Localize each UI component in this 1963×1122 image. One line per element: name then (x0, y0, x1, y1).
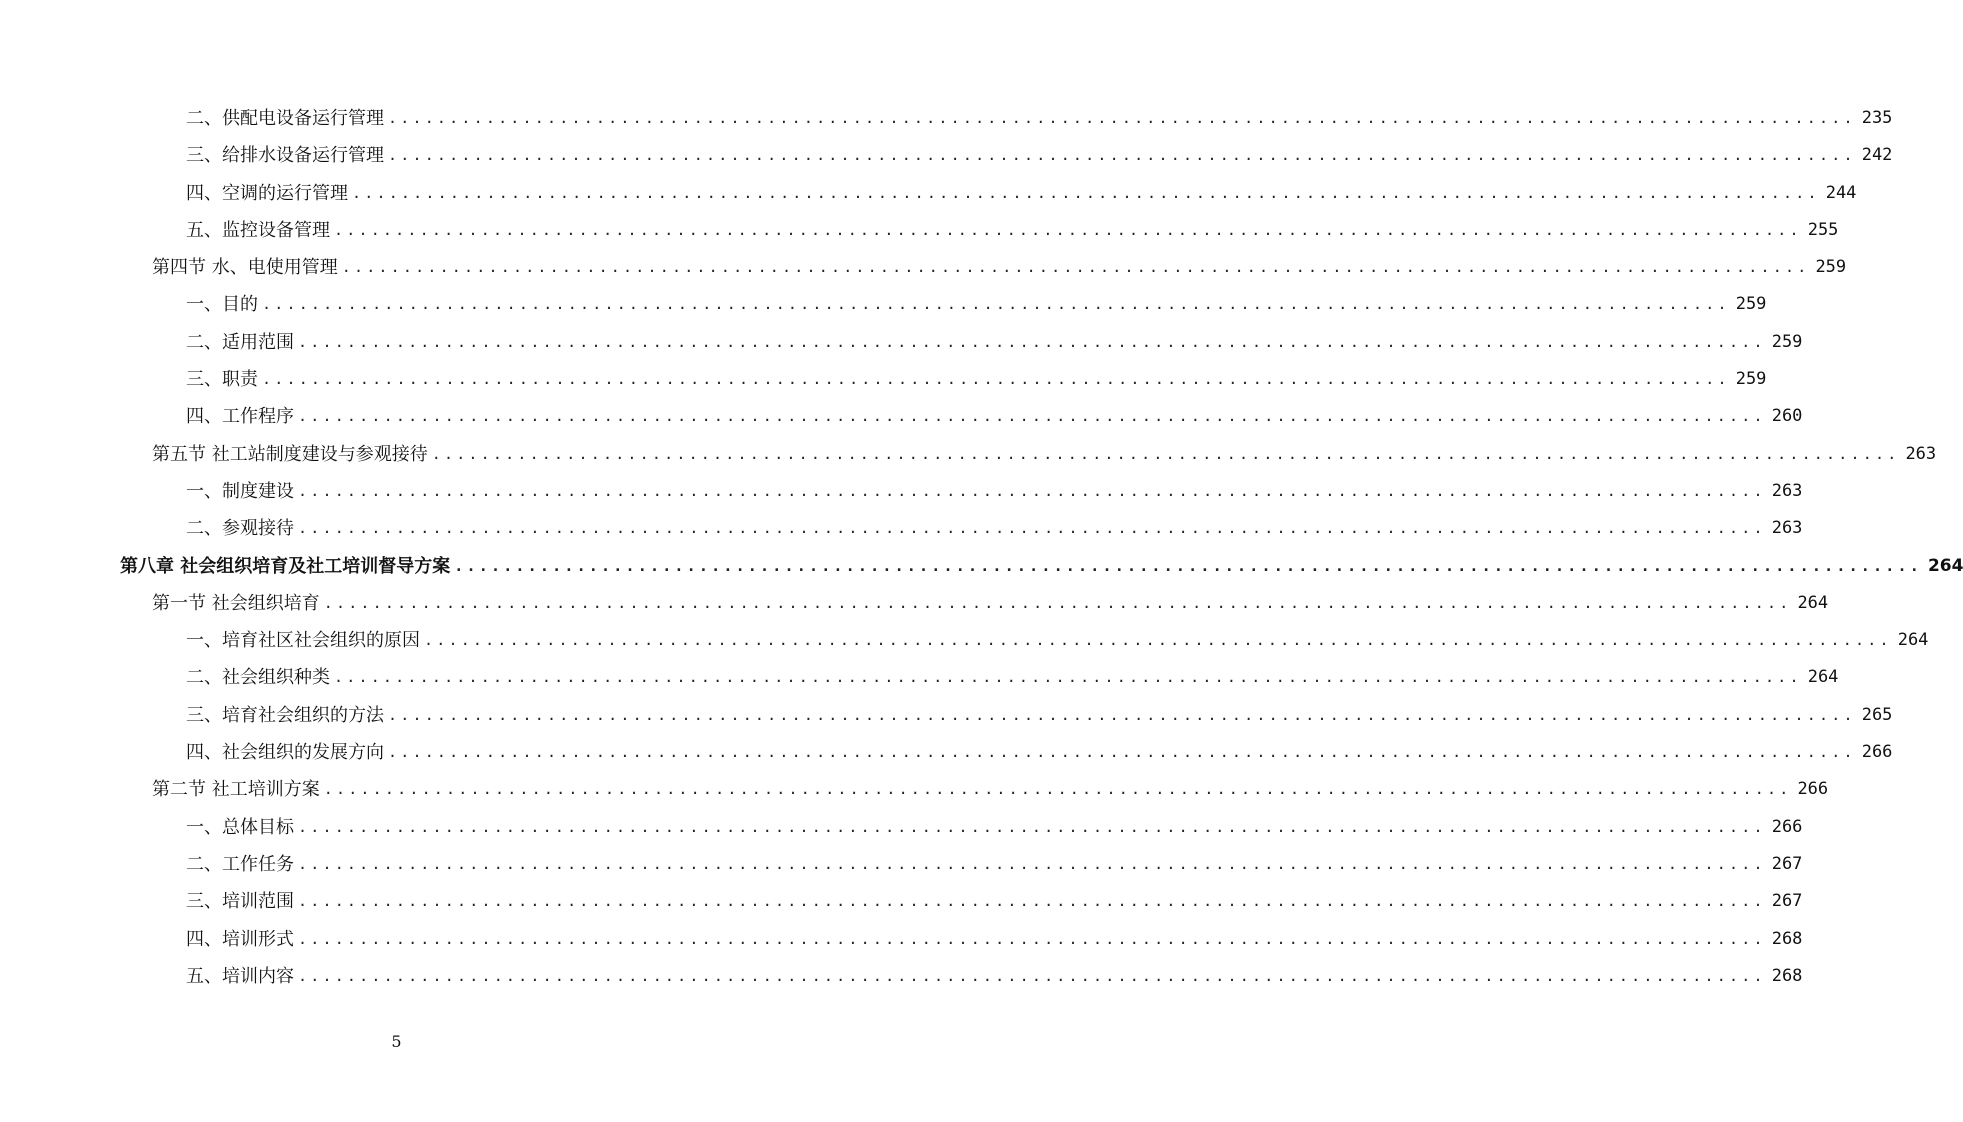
toc-leader-dots: ........................................................................................................................ (298, 817, 1766, 836)
toc-entry-page: 264 (1927, 555, 1963, 576)
toc-entry-title: 第五节 社工站制度建设与参观接待 (152, 436, 432, 473)
toc-leader-dots: ........................................................................................................................ (334, 220, 1802, 239)
toc-leader-dots: ........................................................................................................................ (262, 370, 1730, 389)
toc-entry-item[interactable] (0, 324, 1803, 361)
toc-entry-page: 259 (1771, 331, 1803, 352)
toc-entry-page: 264 (1897, 630, 1929, 651)
toc-entry-item[interactable] (0, 659, 1839, 696)
toc-leader-dots: ........................................................................................................................ (388, 146, 1856, 165)
toc-entry-title: 第八章 社会组织培育及社工培训督导方案 (120, 548, 454, 585)
toc-entry-item[interactable] (0, 100, 1893, 137)
toc-entry-page: 267 (1771, 853, 1803, 874)
toc-entry-page: 259 (1815, 257, 1847, 278)
toc-entry-section[interactable] (0, 436, 1937, 473)
toc-entry-item[interactable] (0, 212, 1839, 249)
toc-entry-title: 四、社会组织的发展方向 (186, 734, 388, 771)
toc-entry-page: 259 (1735, 369, 1767, 390)
toc-leader-dots: ........................................................................................................................ (262, 295, 1730, 314)
toc-entry-item[interactable] (0, 734, 1893, 771)
toc-entry-item[interactable] (0, 846, 1803, 883)
table-of-contents (0, 100, 1963, 995)
toc-entry-title: 二、工作任务 (186, 846, 298, 883)
toc-leader-dots: ........................................................................................................................ (431, 444, 1900, 463)
page-number: 5 (391, 1032, 402, 1051)
toc-entry-title: 第四节 水、电使用管理 (152, 249, 342, 286)
toc-entry-item[interactable] (0, 697, 1893, 734)
toc-leader-dots: ........................................................................................................................ (298, 481, 1766, 500)
toc-entry-title: 三、给排水设备运行管理 (186, 137, 388, 174)
toc-entry-section[interactable] (0, 585, 1829, 622)
toc-entry-section[interactable] (0, 249, 1847, 286)
toc-leader-dots: ........................................................................................................................ (298, 966, 1766, 985)
toc-entry-page: 266 (1797, 779, 1829, 800)
toc-leader-dots: ........................................................................................................................ (388, 109, 1856, 127)
toc-leader-dots: ........................................................................................................................ (298, 519, 1766, 538)
toc-entry-page: 268 (1771, 965, 1803, 986)
toc-entry-title: 二、参观接待 (186, 510, 298, 547)
toc-leader-dots: ........................................................................................................................ (352, 183, 1820, 202)
toc-entry-item[interactable] (0, 921, 1803, 958)
toc-entry-page: 260 (1771, 406, 1803, 427)
toc-entry-section[interactable] (0, 771, 1829, 808)
toc-leader-dots: ........................................................................................................................ (454, 556, 1922, 575)
toc-leader-dots: ........................................................................................................................ (388, 743, 1856, 762)
toc-leader-dots: ........................................................................................................................ (424, 631, 1892, 650)
toc-leader-dots: ........................................................................................................................ (298, 407, 1766, 426)
toc-entry-title: 一、培育社区社会组织的原因 (186, 622, 424, 659)
toc-entry-title: 三、培育社会组织的方法 (186, 697, 388, 734)
toc-leader-dots: ........................................................................................................................ (388, 705, 1856, 724)
toc-entry-item[interactable] (0, 883, 1803, 920)
toc-entry-item[interactable] (0, 809, 1803, 846)
toc-leader-dots: ........................................................................................................................ (298, 332, 1766, 351)
toc-entry-page: 235 (1861, 108, 1893, 128)
toc-entry-title: 五、培训内容 (186, 958, 298, 995)
toc-entry-title: 四、培训形式 (186, 921, 298, 958)
toc-entry-item[interactable] (0, 398, 1803, 435)
toc-entry-page: 267 (1771, 891, 1803, 912)
toc-entry-title: 三、职责 (186, 361, 262, 398)
toc-entry-title: 四、工作程序 (186, 398, 298, 435)
toc-entry-title: 三、培训范围 (186, 883, 298, 920)
toc-entry-page: 266 (1861, 742, 1893, 763)
toc-leader-dots: ........................................................................................................................ (334, 668, 1802, 687)
toc-entry-title: 第二节 社工培训方案 (152, 771, 324, 808)
toc-leader-dots: ........................................................................................................................ (323, 593, 1792, 612)
toc-entry-page: 263 (1771, 518, 1803, 539)
toc-entry-title: 五、监控设备管理 (186, 212, 334, 249)
toc-entry-page: 263 (1771, 480, 1803, 501)
toc-entry-title: 一、制度建设 (186, 473, 298, 510)
toc-entry-title: 二、适用范围 (186, 324, 298, 361)
toc-leader-dots: ........................................................................................................................ (298, 854, 1766, 873)
toc-entry-item[interactable] (0, 361, 1767, 398)
toc-entry-page: 265 (1861, 704, 1893, 725)
toc-entry-item[interactable] (0, 137, 1893, 174)
toc-entry-item[interactable] (0, 958, 1803, 995)
toc-entry-item[interactable] (0, 286, 1767, 323)
toc-entry-chapter[interactable] (0, 548, 1963, 585)
toc-leader-dots: ........................................................................................................................ (323, 780, 1792, 799)
toc-entry-title: 二、社会组织种类 (186, 659, 334, 696)
toc-leader-dots: ........................................................................................................................ (298, 892, 1766, 911)
toc-entry-title: 四、空调的运行管理 (186, 175, 352, 212)
toc-entry-item[interactable] (0, 510, 1803, 547)
toc-entry-page: 255 (1807, 219, 1839, 240)
toc-entry-title: 一、目的 (186, 286, 262, 323)
toc-entry-title: 一、总体目标 (186, 809, 298, 846)
toc-entry-page: 264 (1797, 592, 1829, 613)
toc-leader-dots: ........................................................................................................................ (298, 929, 1766, 948)
toc-entry-title: 二、供配电设备运行管理 (186, 100, 388, 137)
toc-entry-page: 268 (1771, 928, 1803, 949)
toc-entry-page: 244 (1825, 182, 1857, 203)
toc-entry-page: 266 (1771, 816, 1803, 837)
toc-entry-item[interactable] (0, 473, 1803, 510)
toc-entry-page: 263 (1905, 443, 1937, 464)
toc-leader-dots: ........................................................................................................................ (341, 258, 1810, 277)
toc-entry-title: 第一节 社会组织培育 (152, 585, 324, 622)
toc-entry-page: 259 (1735, 294, 1767, 315)
toc-entry-item[interactable] (0, 622, 1929, 659)
toc-entry-page: 264 (1807, 667, 1839, 688)
toc-entry-item[interactable] (0, 175, 1857, 212)
toc-entry-page: 242 (1861, 145, 1893, 166)
